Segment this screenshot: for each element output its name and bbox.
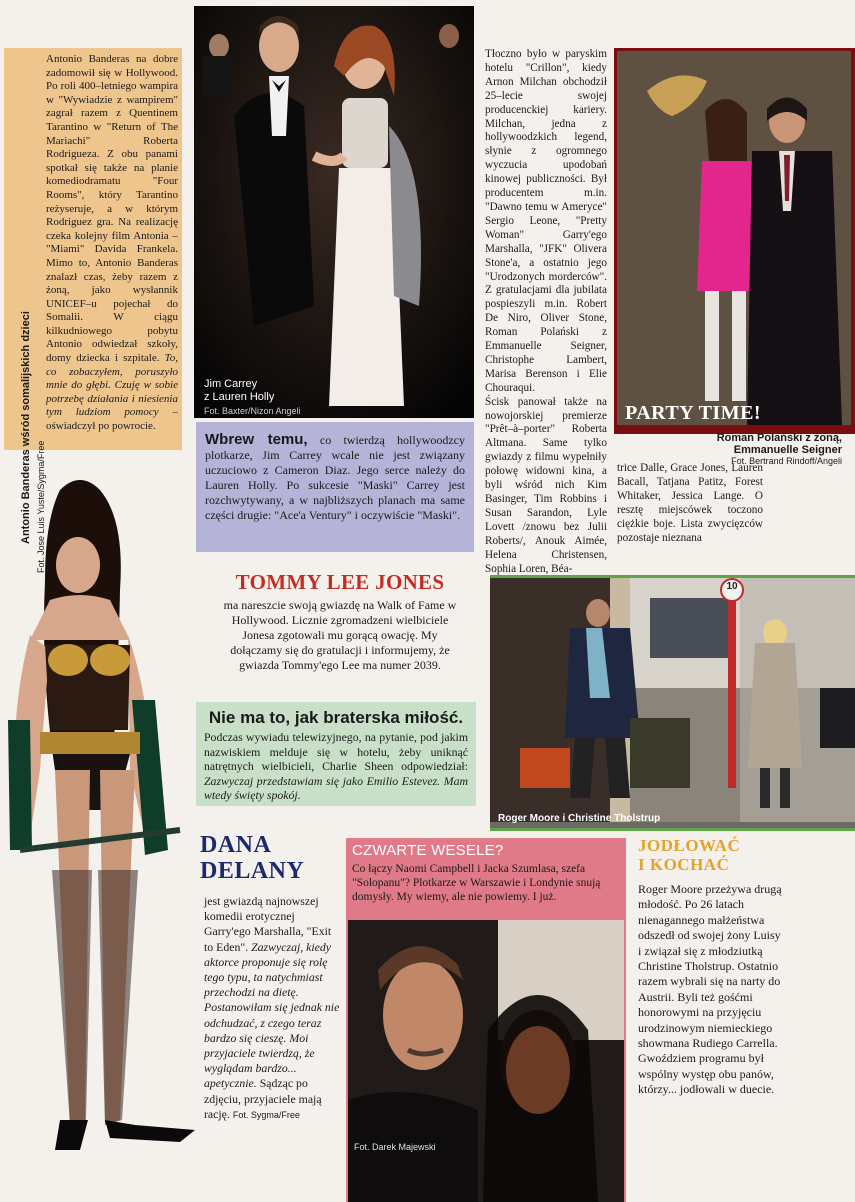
milchan-column [485,48,607,576]
delany-photo-illustration [0,470,210,1160]
premiere-continued: trice Dalle, Grace Jones, Lauren Bacall, Tatjana Patitz, Forest Whitaker, Jessica Lange. O resztę miejscówek toczono ciężkie boje. Lista zwycięzców pozostaje nieznana [617,462,763,544]
moore-photo-illustration [490,578,855,822]
carrey-box-text: Wbrew temu, co twierdzą hollywoodzcy plotkarze, Jim Carrey wcale nie jest związany uczuciowo z Cameron Diaz. Jego serce należy do Lauren Holly. Po sukcesie "Maski" Carrey jest rozchwytywany, a w najbliższych planach ma same części drugie: "Ace'a Ventury" i oczywiście "Maski". [205,431,466,522]
carrey-box [196,422,474,552]
sheen-box [196,702,476,806]
jodlowac-text: Roger Moore przeżywa drugą młodość. Po 26 latach nienagannego małżeństwa odszedł od swojej żony Luisy i związał się z młodziutką Christine Tholstrup. Ostatnio razem wybrali się na narty do Austrii. Byli też gośćmi honorowymi na przyjęciu urodzinowym niemieckiego showmana Rudiego Carrella. Gwoździem programu był wspólny występ obu panów, którzy... jodłowali w duecie. [638,882,782,1097]
premiere-text: Ścisk panował także na nowojorskiej premierze "Prêt–à–porter" Roberta Altmana. Same tylko gwiazdy z filmu wypełniły połowę widowni kina, a byli wśród nich Kim Basinger, Tim Robbins i Susan Sarandon, Lyle Lovett /znowu bez Julii Roberts/, Anouk Aimée, Helena Christensen, Sophia Loren, Béa- [485,395,607,575]
carrey-caption-line1: Jim Carrey [204,378,258,390]
delany-credit: Fot. Sygma/Free [232,1109,300,1120]
naomi-photo-illustration [348,920,624,1202]
carrey-caption [204,378,301,416]
carrey-photo [194,6,474,418]
delany-title-line2: DELANY [200,858,305,884]
tommy-text: ma nareszcie swoją gwiazdę na Walk of Fame w Hollywood. Licznie zgromadzeni wielbiciele Jonesa zgotowali mu gorącą owację. My dołączamy się do gratulacji i informujemy, że gwiazda Tommy'ego Lee ma numer 2039. [223,598,457,672]
banderas-text: Antonio Banderas na dobre zadomowił się w Hollywood. Po roli 400–letniego wampira w "Wywiadzie z wampirem" zagrał razem z Quentinem Tarantino w "Return of The Mariachi" Roberta Rodrigueza. Z obu panami spotkał się także na planie komediodramatu "Four Rooms", który Tarantino reżyseruje, a w którym Rodriguez gra. Na realizację czeka kolejny film Antonia – "Miami" Davida Frankela. Mimo to, Antonio Banderas znalazł czas, żeby razem z żoną, jako wysłannik UNICEF–u pojechał do Somalii. W ciągu kilkudniowego pobytu Antonio odwiedzał szkoły, domy dziecka i szpitale. To, co zobaczyłem, poruszyło mnie do głębi. Czuję w sobie potrzebę działania i niesienia tym ludziom pomocy – oświadczył po powrocie. [46,53,179,433]
carrey-photo-credit: Fot. Baxter/Nizon Angeli [204,406,301,416]
milchan-text: Tłoczno było w paryskim hotelu "Crillon", kiedy Arnon Milchan obchodził 25–lecie swojej producenckiej kariery. Milchan, jedna z hollywoodzkich legend, słynie z ogromnego wyczucia upodobań kinowej publiczności. Był producentem m.in. "Dawno temu w Ameryce" Sergio Leone, "Pretty Woman" Garry'ego Marshalla, "JFK" Olivera Stone'a, a ostatnio jego "Urodzonych morderców". Z gratulacjami dla jubilata pospieszyli m.in. Robert De Niro, Oliver Stone, Roman Polański z Emmanuelle Seigner, Christophe Lambert, Marisa Berenson i Elie Chouraqui. [485,48,607,394]
sheen-text: Podczas wywiadu telewizyjnego, na pytanie, pod jakim nazwiskiem melduje się w hotelu, żeby uniknąć natrętnych wielbicieli, Charlie Sheen odpowiedział: Zazwyczaj przedstawiam się jako Emilio Estevez. Mam wtedy święty spokój. [204,730,468,803]
banderas-vertical-title: Antonio Banderas wśród somalijskich dzieci [20,311,32,544]
moore-caption: Roger Moore i Christine Tholstrup [498,813,661,824]
delany-text: jest gwiazdą najnowszej komedii erotycznej Garry'ego Marshalla, "Exit to Eden". Zazwyczaj, kiedy aktorce proponuje się rolę tego typu, ta natychmiast przechodzi na dietę. Postanowiłam się jednak nie odchudzać, z czego teraz bardzo się cieszę. Moi przyjaciele twierdzą, że wyglądam bardzo... apetycznie. Sądząc po zdjęciu, przyjaciele mają rację. Fot. Sygma/Free [204,894,340,1121]
polanski-caption-line1: Roman Polański z żoną, [716,432,842,444]
banderas-vertical-credit: Fot. Jose Luis Yuste/Sygma/Free [36,440,46,573]
jodlowac-section [638,836,784,1098]
wesele-title: CZWARTE WESELE? [352,842,504,859]
banderas-box [4,48,182,573]
polanski-credit: Fot. Bertrand Rindoff/Angeli [731,456,842,466]
delany-photo [0,470,210,1160]
delany-title-line1: DANA [200,832,272,858]
carrey-caption-line2: z Lauren Holly [204,391,275,403]
tommy-title: TOMMY LEE JONES [235,570,445,594]
carrey-photo-illustration [194,6,474,418]
polanski-photo [614,48,855,434]
tommy-section [200,570,480,673]
banderas-vertical-caption [6,48,46,573]
polanski-caption [614,432,854,466]
sheen-title: Nie ma to, jak braterska miłość. [208,708,464,727]
naomi-photo [348,920,624,1202]
carrey-box-lead: Wbrew temu, [205,431,308,448]
polanski-caption-line2: Emmanuelle Seigner [733,444,842,456]
polanski-photo-illustration [617,51,851,425]
party-time-banner: PARTY TIME! [625,402,762,424]
jodlowac-title-line2: I KOCHAĆ [638,855,730,874]
naomi-credit: Fot. Darek Majewski [354,1142,436,1152]
wesele-box [346,838,626,1202]
wesele-text: Co łączy Naomi Campbell i Jacka Szumlasa, szefa "Solopanu"? Plotkarze w Warszawie i Londynie snują domysły. My wiemy, ale nie powiemy. I już. [352,863,601,903]
moore-photo [490,575,855,831]
jodlowac-title-line1: JODŁOWAĆ [638,836,741,855]
moore-sign-number: 10 [726,581,738,592]
delany-section [200,832,342,1123]
